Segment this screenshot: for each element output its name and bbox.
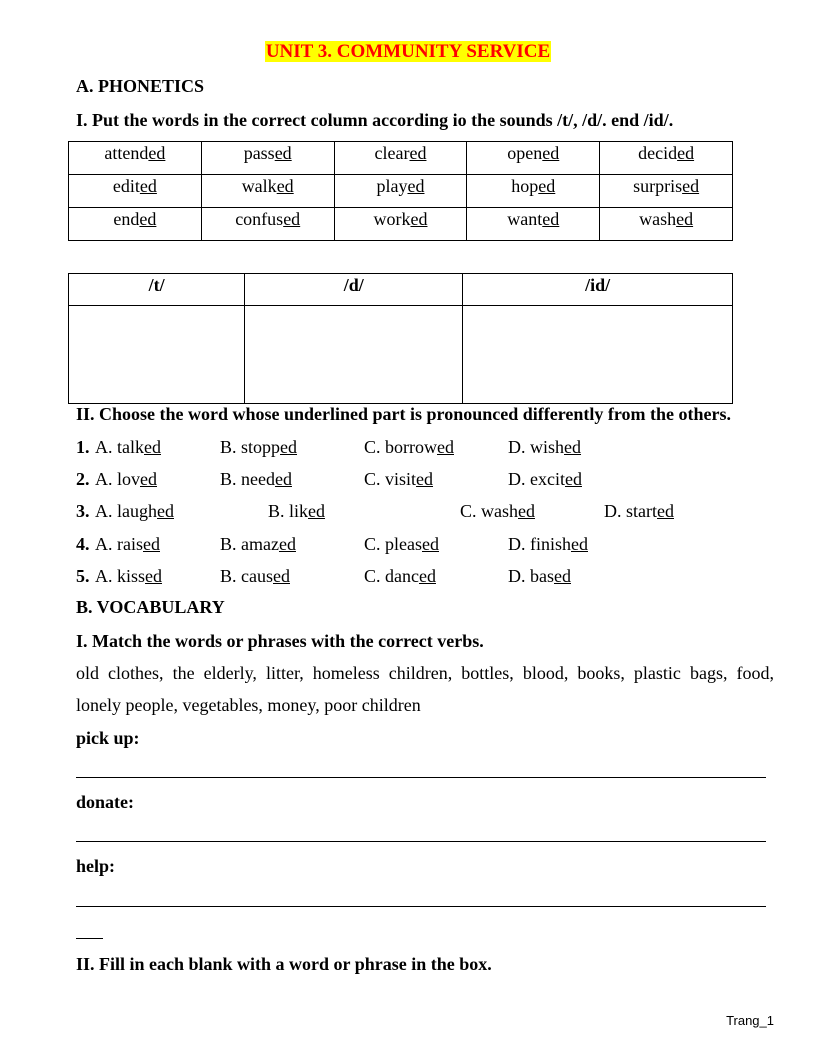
- option-ending-underlined: ed: [157, 501, 174, 521]
- word-stem: hop: [511, 176, 539, 196]
- word-stem: play: [376, 176, 408, 196]
- option-ending-underlined: ed: [273, 566, 290, 586]
- option-ending-underlined: ed: [418, 566, 436, 586]
- answer-cell-t[interactable]: [69, 306, 245, 404]
- option-ending-underlined: ed: [274, 469, 292, 489]
- title-text: UNIT 3. COMMUNITY SERVICE: [265, 41, 551, 62]
- word-stem: wash: [639, 209, 677, 229]
- option-ending-underlined: ed: [437, 437, 454, 457]
- task2-instruction: II. Choose the word whose underlined part is pronounced differently from the others.: [76, 404, 732, 424]
- option-text: B. stopp: [220, 437, 281, 457]
- option-ending-underlined: ed: [145, 566, 163, 586]
- word-ending-underlined: ed: [676, 209, 694, 229]
- option-text: B. caus: [220, 566, 273, 586]
- sound-columns-table: [68, 273, 733, 404]
- verb-label-help: help:: [76, 856, 116, 876]
- answer-option[interactable]: [364, 534, 439, 555]
- answer-option[interactable]: [220, 437, 297, 458]
- option-text: D. finish: [508, 534, 571, 554]
- word-stem: confus: [235, 209, 284, 229]
- word-table-row: [69, 175, 733, 208]
- answer-option[interactable]: [508, 566, 571, 587]
- vocab-word-list-line2: lonely people, vegetables, money, poor children: [76, 695, 421, 715]
- word-ending-underlined: ed: [274, 143, 292, 163]
- answer-option[interactable]: [364, 469, 433, 490]
- word-cell: [467, 142, 600, 175]
- option-text: D. excit: [508, 469, 565, 489]
- word-ending-underlined: ed: [410, 209, 428, 229]
- word-stem: work: [373, 209, 411, 229]
- answer-option[interactable]: [508, 437, 581, 458]
- answer-option[interactable]: [95, 501, 174, 522]
- word-cell: [467, 208, 600, 241]
- word-stem: end: [113, 209, 140, 229]
- option-text: C. wash: [460, 501, 518, 521]
- column-header-t: /t/: [69, 274, 245, 306]
- answer-option[interactable]: [95, 566, 162, 587]
- section-b-heading: B. VOCABULARY: [76, 597, 225, 617]
- option-text: A. kiss: [95, 566, 146, 586]
- answer-cell-id[interactable]: [463, 306, 733, 404]
- page-number: Trang_1: [726, 1013, 774, 1028]
- option-ending-underlined: ed: [518, 501, 535, 521]
- option-text: C. visit: [364, 469, 417, 489]
- answer-line-donate[interactable]: [76, 841, 766, 842]
- word-ending-underlined: ed: [276, 176, 294, 196]
- page-title: [0, 41, 816, 63]
- option-ending-underlined: ed: [308, 501, 326, 521]
- word-cell: [600, 175, 733, 208]
- answer-option[interactable]: [220, 534, 296, 555]
- option-text: D. start: [604, 501, 657, 521]
- answer-option[interactable]: [508, 469, 582, 490]
- word-stem: edit: [112, 176, 140, 196]
- answer-option[interactable]: [364, 437, 454, 458]
- word-cell: [201, 142, 334, 175]
- option-text: C. pleas: [364, 534, 422, 554]
- vocab-word-list-line1: old clothes, the elderly, litter, homeless children, bottles, blood, books, plastic bags, food,: [76, 663, 774, 683]
- word-ending-underlined: ed: [407, 176, 425, 196]
- word-table-row: [69, 208, 733, 241]
- option-text: B. lik: [268, 501, 309, 521]
- question-number: 4.: [76, 534, 90, 554]
- option-ending-underlined: ed: [571, 534, 588, 554]
- answer-option[interactable]: [604, 501, 674, 522]
- word-ending-underlined: ed: [682, 176, 700, 196]
- word-ending-underlined: ed: [542, 209, 560, 229]
- question-number: 1.: [76, 437, 90, 457]
- word-ending-underlined: ed: [538, 176, 556, 196]
- answer-option[interactable]: [364, 566, 436, 587]
- word-cell: [334, 208, 467, 241]
- word-cell: [69, 175, 202, 208]
- option-text: C. danc: [364, 566, 419, 586]
- option-ending-underlined: ed: [278, 534, 296, 554]
- word-stem: clear: [374, 143, 410, 163]
- option-text: A. talk: [95, 437, 144, 457]
- question-number: 3.: [76, 501, 90, 521]
- task1-instruction: I. Put the words in the correct column according io the sounds /t/, /d/. end /id/.: [76, 110, 674, 130]
- option-ending-underlined: ed: [140, 469, 157, 489]
- answer-option[interactable]: [460, 501, 535, 522]
- word-stem: open: [507, 143, 543, 163]
- option-text: D. bas: [508, 566, 554, 586]
- answer-option[interactable]: [220, 469, 292, 490]
- option-ending-underlined: ed: [144, 437, 161, 457]
- answer-option[interactable]: [95, 437, 161, 458]
- question-number: 5.: [76, 566, 90, 586]
- option-ending-underlined: ed: [564, 469, 582, 489]
- answer-option[interactable]: [220, 566, 290, 587]
- word-cell: [467, 175, 600, 208]
- word-stem: pass: [243, 143, 275, 163]
- option-text: A. lov: [95, 469, 140, 489]
- option-ending-underlined: ed: [422, 534, 439, 554]
- answer-line-help[interactable]: [76, 906, 766, 907]
- word-ending-underlined: ed: [542, 143, 560, 163]
- word-stem: attend: [104, 143, 149, 163]
- option-ending-underlined: ed: [564, 437, 582, 457]
- vocab-task2-instruction: II. Fill in each blank with a word or phrase in the box.: [76, 954, 492, 974]
- verb-label-pick-up: pick up:: [76, 728, 140, 748]
- vocab-task1-instruction: I. Match the words or phrases with the correct verbs.: [76, 631, 484, 651]
- word-ending-underlined: ed: [139, 209, 157, 229]
- word-ending-underlined: ed: [283, 209, 301, 229]
- word-cell: [334, 142, 467, 175]
- word-cell: [334, 175, 467, 208]
- word-ending-underlined: ed: [139, 176, 157, 196]
- answer-cell-d[interactable]: [245, 306, 463, 404]
- word-ending-underlined: ed: [148, 143, 166, 163]
- answer-option[interactable]: [268, 501, 325, 522]
- question-number: 2.: [76, 469, 90, 489]
- option-ending-underlined: ed: [554, 566, 571, 586]
- word-ending-underlined: ed: [409, 143, 427, 163]
- option-text: C. borrow: [364, 437, 437, 457]
- answer-option[interactable]: [508, 534, 588, 555]
- word-ending-underlined: ed: [677, 143, 695, 163]
- column-header-d: /d/: [245, 274, 463, 306]
- word-stem: want: [507, 209, 543, 229]
- option-text: A. rais: [95, 534, 143, 554]
- word-cell: [69, 208, 202, 241]
- word-cell: [69, 142, 202, 175]
- option-text: B. amaz: [220, 534, 279, 554]
- word-stem: decid: [638, 143, 678, 163]
- word-cell: [600, 142, 733, 175]
- option-ending-underlined: ed: [657, 501, 674, 521]
- word-cell: [600, 208, 733, 241]
- answer-line-help-continued[interactable]: [76, 938, 103, 939]
- option-text: B. need: [220, 469, 275, 489]
- option-ending-underlined: ed: [416, 469, 434, 489]
- section-a-heading: A. PHONETICS: [76, 76, 205, 96]
- option-ending-underlined: ed: [143, 534, 160, 554]
- answer-option[interactable]: [95, 534, 160, 555]
- word-stem: walk: [241, 176, 277, 196]
- word-stem: surpris: [633, 176, 683, 196]
- word-cell: [201, 175, 334, 208]
- word-table-row: [69, 142, 733, 175]
- answer-line-pick-up[interactable]: [76, 777, 766, 778]
- verb-label-donate: donate:: [76, 792, 134, 812]
- option-text: D. wish: [508, 437, 565, 457]
- option-ending-underlined: ed: [280, 437, 298, 457]
- column-header-id: /id/: [463, 274, 733, 306]
- word-cell: [201, 208, 334, 241]
- answer-option[interactable]: [95, 469, 157, 490]
- option-text: A. laugh: [95, 501, 157, 521]
- word-table: [68, 141, 733, 241]
